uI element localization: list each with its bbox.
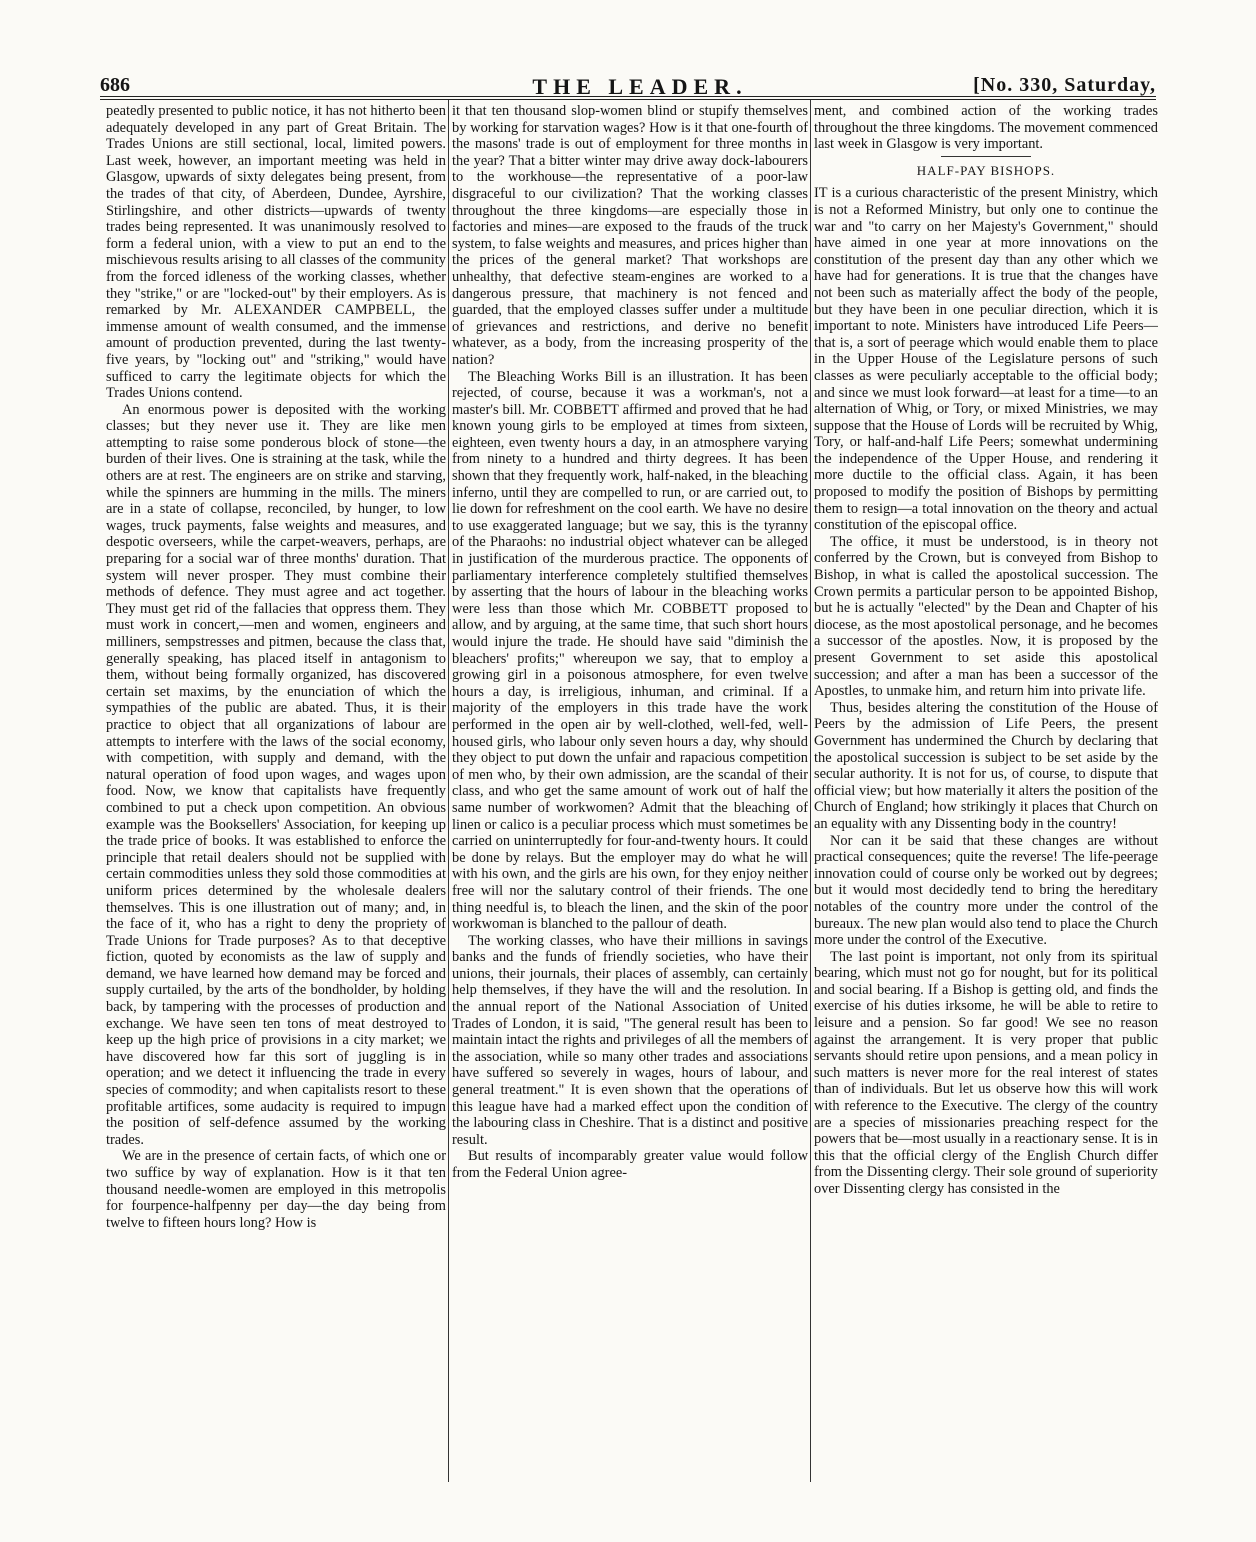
paragraph: Thus, besides altering the constitution of the House of Peers by the admission of Life Peers, the present Government has undermined the Church by declaring that the apostolical succession is subject to be set aside by the secular authority. It is not for us, of course, to dispute that official view; but how materially it alters the position of the Church of England; how strikingly it places that Church on an equality with any Dissenting body in the country!	[814, 699, 1158, 832]
paragraph: The last point is important, not only from its spiritual bearing, which must not go for nought, but for its political and social bearing. If a Bishop is getting old, and finds the exercise of his duties irksome, he will be able to retire to leisure and a pension. So far good! We see no reason against the arrangement. It is very proper that public servants should retire upon pensions, and a mean policy in such matters is never more for the real interest of states than of individuals. But let us observe how this will work with reference to the Executive. The clergy of the country are a species of missionaries preaching respect for the powers that be—most usually in a reactionary sense. It is in this that the official clergy of the English Church differ from the Dissenting clergy. Their sole ground of superiority over Dissenting clergy has consisted in the	[814, 948, 1158, 1197]
column-2	[452, 103, 808, 1481]
paragraph: We are in the presence of certain facts, of which one or two suffice by way of explanation. How is it that ten thousand needle-women are employed in this metropolis for fourpence-halfpenny per day—the day being from twelve to fifteen hours long? How is	[106, 1148, 446, 1231]
column-1	[106, 103, 446, 1481]
masthead	[100, 74, 1156, 99]
paragraph: Nor can it be said that these changes are without practical consequences; quite the reverse! The life-peerage innovation could of course only be worked out by degrees; but it would most decidedly tend to bring the hereditary notables of the country more under the control of the bureaux. The new plan would also tend to place the Church more under the control of the Executive.	[814, 832, 1158, 949]
paragraph: The Bleaching Works Bill is an illustration. It has been rejected, of course, because it was a workman's, not a master's bill. Mr. COBBETT affirmed and proved that he had known young girls to be employed at times from sixteen, eighteen, even twenty hours a day, in an atmosphere varying from ninety to a hundred and thirty degrees. It has been shown that they frequently work, half-naked, in the bleaching inferno, until they are compelled to run, or are carried out, to lie down for refreshment on the cool earth. We have no desire to use exaggerated language; but we say, this is the tyranny of the Pharaohs: no industrial object whatever can be alleged in justification of the murderous practice. The opponents of parliamentary interference completely stultified themselves by asserting that the hours of labour in the bleaching works were less than those which Mr. COBBETT proposed to allow, and by arguing, at the same time, that such short hours would injure the trade. He should have said "diminish the bleachers' profits;" whereupon we say, that to employ a growing girl in a poisonous atmosphere, for even twelve hours a day, is irreligious, inhuman, and criminal. If a majority of the employers in this trade have the work performed in the open air by well-clothed, well-fed, well-housed girls, who labour only seven hours a day, why should they object to put down the unfair and rapacious competition of men who, by their own admission, are the scandal of their class, and who get the same amount of work out of half the same number of workwomen? Admit that the bleaching of linen or calico is a peculiar process which must sometimes be carried on uninterruptedly for four-and-twenty hours. It could be done by relays. But the employer may do what he will with his own, and the girls are his own, for they enjoy neither free will nor the salutary control of their friends. The one thing needful is, to bleach the linen, and the skin of the poor workwoman is blanched to the pallour of death.	[452, 368, 808, 933]
article-heading: HALF-PAY BISHOPS.	[916, 162, 1056, 178]
column-divider	[448, 100, 449, 1482]
header-rule	[100, 96, 1156, 97]
paragraph: But results of incomparably greater value would follow from the Federal Union agree-	[452, 1148, 808, 1181]
column-divider	[810, 100, 811, 1482]
header-rule-2	[100, 99, 1156, 100]
paragraph: IT is a curious characteristic of the present Ministry, which is not a Reformed Ministry, but only one to continue the war and "to carry on her Majesty's Government," should have aimed in one year at more innovations on the constitution of the present day than any other which we have had for generations. It is true that the changes have not been such as materially affect the body of the people, but they have been in one peculiar direction, which it is important to note. Ministers have introduced Life Peers—that is, a sort of peerage which would enable them to place in the Upper House of the Legislature persons of such classes as were peculiarly acceptable to the official body; and since we must look forward—at least for a time—to an alternation of Whig, or Tory, or mixed Ministries, we may suppose that the House of Lords will be recruited by Whig, Tory, or half-and-half Life Peers; somewhat undermining the independence of the Upper House, and rendering it more ductile to the official class. Again, it has been proposed to modify the position of Bishops by permitting them to resign—a total innovation on the theory and actual constitution of the episcopal office.	[814, 185, 1158, 534]
paragraph: it that ten thousand slop-women blind or stupify themselves by working for starvation wages? How is it that one-fourth of the masons' trade is out of employment for three months in the year? That a bitter winter may drive away dock-labourers to the workhouse—the representative of a poor-law disgraceful to our civilization? That the working classes throughout the three kingdoms—are especially those in factories and mines—are exposed to the frauds of the truck system, to false weights and measures, and prices higher than the prices of the general market? That workshops are unhealthy, that defective steam-engines are worked to a dangerous pressure, that machinery is not fenced and guarded, that the employed classes suffer under a multitude of grievances and restrictions, and derive no benefit whatever, as a body, from the increasing prosperity of the nation?	[452, 103, 808, 368]
section-rule	[941, 156, 1031, 157]
newspaper-title: THE LEADER.	[532, 74, 748, 99]
paragraph: ment, and combined action of the working trades throughout the three kingdoms. The movement commenced last week in Glasgow is very important.	[814, 103, 1158, 153]
paragraph: The office, it must be understood, is in theory not conferred by the Crown, but is conveyed from Bishop to Bishop, in what is called the apostolical succession. The Crown permits a particular person to be appointed Bishop, but he is actually "elected" by the Dean and Chapter of his diocese, as the most apostolical personage, and he becomes a successor of the apostles. Now, it is proposed by the present Government to set aside this apostolical succession; and after a man has been a successor of the Apostles, to unmake him, and return him into private life.	[814, 533, 1158, 700]
paragraph: An enormous power is deposited with the working classes; but they never use it. They are like men attempting to raise some ponderous block of stone—the burden of their lives. One is straining at the task, while the others are at rest. The engineers are on strike and starving, while the spinners are humming in the mills. The miners are in a state of collapse, reconciled, by hunger, to low wages, truck payments, false weights and measures, and despotic overseers, while the carpet-weavers, perhaps, are preparing for a social war of three months' duration. That system will never prosper. They must combine their methods of defence. They must agree and act together. They must get rid of the fallacies that oppress them. They must work in concert,—men and women, engineers and milliners, sempstresses and pitmen, because the class that, generally speaking, has placed itself in antagonism to them, without being formally organized, has discovered certain set maxims, by the enunciation of which the sympathies of the public are abated. Thus, it is their practice to object that all organizations of labour are attempts to interfere with the laws of the social economy, with competition, with supply and demand, with the natural operation of food upon wages, and wages upon food. Now, we know that capitalists have frequently combined to put a check upon competition. An obvious example was the Booksellers' Association, for keeping up the trade price of books. It was established to enforce the principle that retail dealers should not be supplied with certain commodities unless they sold those commodities at uniform prices determined by the wholesale dealers themselves. This is one illustration out of many; and, in the face of it, who has a right to deny the propriety of Trade Unions for Trade purposes? As to that deceptive fiction, quoted by economists as the law of supply and demand, we have learned how demand may be forced and supply curtailed, by the arts of the bondholder, by holding back, by tampering with the processes of production and exchange. We have seen ten tons of meat destroyed to keep up the high price of provisions in a city market; we have discovered how far this sort of juggling is in operation; and we detect it influencing the trade in every species of commodity; and when capitalists resort to these profitable artifices, some audacity is required to impugn the position of self-defence assumed by the working trades.	[106, 401, 446, 1148]
paragraph: The working classes, who have their millions in savings banks and the funds of friendly societies, who have their unions, their journals, their places of assembly, can certainly help themselves, if they have the will and the resolution. In the annual report of the National Association of United Trades of London, it is said, "The general result has been to maintain intact the rights and privileges of all the members of the association, while so many other trades and associations have suffered so severely in wages, hours of labour, and general treatment." It is even shown that the operations of this league have had a marked effect upon the condition of the labouring class in Cheshire. That is a distinct and positive result.	[452, 932, 808, 1148]
paragraph: peatedly presented to public notice, it has not hitherto been adequately developed in any part of Great Britain. The Trades Unions are still sectional, local, limited powers. Last week, however, an important meeting was held in Glasgow, upwards of sixty delegates being present, from the trades of that city, of Aberdeen, Dundee, Ayrshire, Stirlingshire, and other districts—upwards of twenty trades being represented. It was unanimously resolved to form a federal union, with a view to put an end to the mischievous results arising to all classes of the community from the forced idleness of the working classes, whether they "strike," or are "locked-out" by their employers. As is remarked by Mr. ALEXANDER CAMPBELL, the immense amount of wealth consumed, and the immense amount of production prevented, during the last twenty-five years, by "locking out" and "striking," would have sufficed to carry the legitimate objects for which the Trades Unions contend.	[106, 103, 446, 402]
page-number: 686	[100, 74, 130, 96]
column-3	[814, 103, 1158, 1481]
issue-info: [No. 330, Saturday,	[973, 74, 1156, 96]
